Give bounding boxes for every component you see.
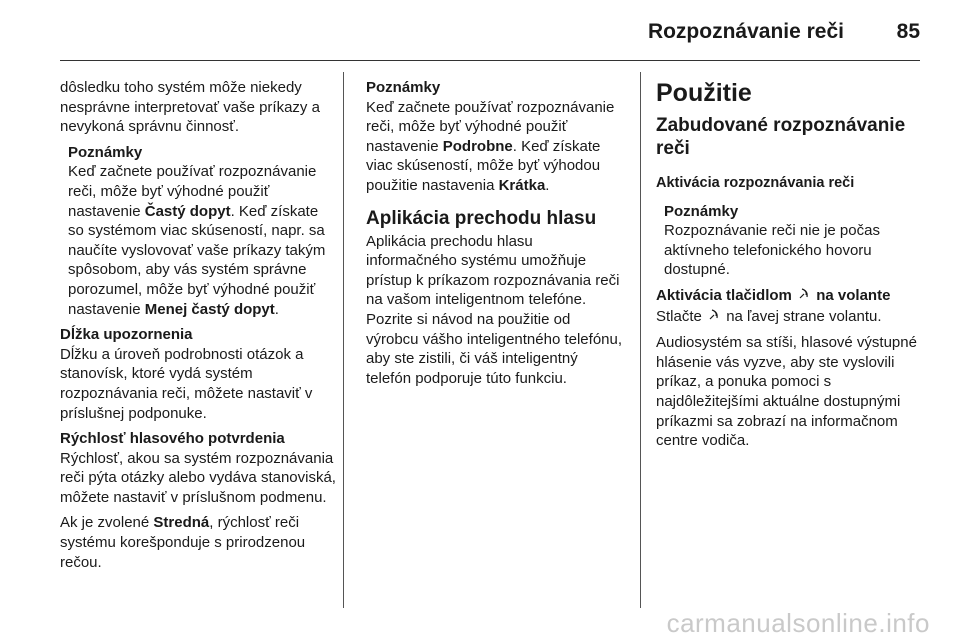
note-text-part: Keď začnete používať rozpoznávanie reči, môže byť výhodné použiť nastavenie (366, 98, 615, 155)
setting-short: Krátka (498, 176, 546, 194)
title-part: Aktivácia tlačidlom (656, 286, 797, 304)
column-3 (656, 78, 926, 451)
note-text-part: . Keď získate so systémom viac skúseností, napr. sa naučíte vyslovovať vaše príkazy takým spôsobom, aby vás systém správne porozumel, môže byť výhodné použiť nastavenie (68, 202, 326, 318)
setting-less-frequent: Menej častý dopyt (144, 300, 275, 318)
column-divider-2 (640, 72, 641, 608)
intro-paragraph: dôsledku toho systém môže niekedy nesprávne interpretovať vaše príkazy a nevykoná správnu činnosť. (60, 79, 320, 136)
note-text (366, 98, 626, 196)
setting-medium: Stredná (153, 514, 210, 532)
activation-title: Aktivácia rozpoznávania reči (656, 175, 855, 191)
audio-text: Audiosystém sa stíši, hlasové výstupné hlásenie vás vyzve, aby ste vyslovili príkaz, a ponuka pomoci s najdôležitejšími aktuálne dostupnými príkazmi sa zobrazí na informačnom centre vodiča. (656, 334, 917, 450)
speed-title: Rýchlosť hlasového potvrdenia (60, 430, 285, 448)
prompt-length-title: Dĺžka upozornenia (60, 326, 193, 344)
speed-text: Rýchlosť, akou sa systém rozpoznávania reči pýta otázky alebo vydáva stanoviská, môžete nastaviť v príslušnom podmenu. (60, 449, 336, 506)
note-box (656, 202, 926, 280)
note-box (60, 143, 336, 319)
note-title: Poznámky (68, 143, 143, 161)
title-part: na volante (812, 286, 891, 304)
press-instruction (656, 307, 926, 328)
builtin-recognition-heading: Zabudované rozpoznávanie reči (656, 115, 906, 159)
prompt-length-text: Dĺžku a úroveň podrobnosti otázok a stanovísk, ktoré vydá systém rozpoznávania reči, môžete nastaviť v príslušnej podponuke. (60, 345, 313, 422)
speed-text-2 (60, 513, 336, 572)
watermark: carmanualsonline.info (666, 608, 930, 638)
column-2 (366, 78, 626, 388)
setting-frequent: Častý dopyt (144, 202, 231, 220)
note-text: Rozpoznávanie reči nie je počas aktívneho telefonického hovoru dostupné. (664, 222, 880, 279)
passthrough-text: Aplikácia prechodu hlasu informačného systému umožňuje prístup k príkazom rozpoznávania reči na vašom inteligentnom telefóne. Pozrite si návod na použitie od výrobcu vášho inteligentného telefónu, aby ste zistili, či váš inteligentný telefón podporuje túto funkciu. (366, 232, 623, 387)
note-title: Poznámky (366, 79, 441, 96)
page-title: Rozpoznávanie reči (647, 20, 844, 43)
note-text-part: . Keď získate viac skúseností, môže byť výhodou použitie nastavenia (366, 137, 601, 194)
note-text-part: . (545, 176, 550, 194)
column-1 (60, 78, 336, 572)
text-part: Stlačte (656, 307, 707, 325)
voice-button-icon (706, 308, 722, 328)
note-text (68, 162, 336, 319)
note-text-part: Keď začnete používať rozpoznávanie reči, môže byť výhodné použiť nastavenie (68, 163, 317, 220)
page-number: 85 (896, 20, 920, 43)
voice-button-icon (796, 287, 812, 307)
speed-text-part: , rýchlosť reči systému korešponduje s prirodzenou rečou. (60, 514, 306, 571)
note-box (366, 78, 626, 196)
column-divider-1 (343, 72, 344, 608)
usage-heading: Použitie (656, 79, 752, 107)
passthrough-heading: Aplikácia prechodu hlasu (366, 207, 597, 229)
note-text-part: . (274, 300, 279, 318)
setting-detailed: Podrobne (442, 137, 513, 155)
note-title: Poznámky (664, 202, 739, 220)
text-part: na ľavej strane volantu. (722, 307, 882, 325)
header-divider (60, 60, 920, 61)
speed-text-part: Ak je zvolené (60, 514, 154, 532)
page-header (0, 0, 960, 62)
button-activation-title (656, 286, 926, 307)
